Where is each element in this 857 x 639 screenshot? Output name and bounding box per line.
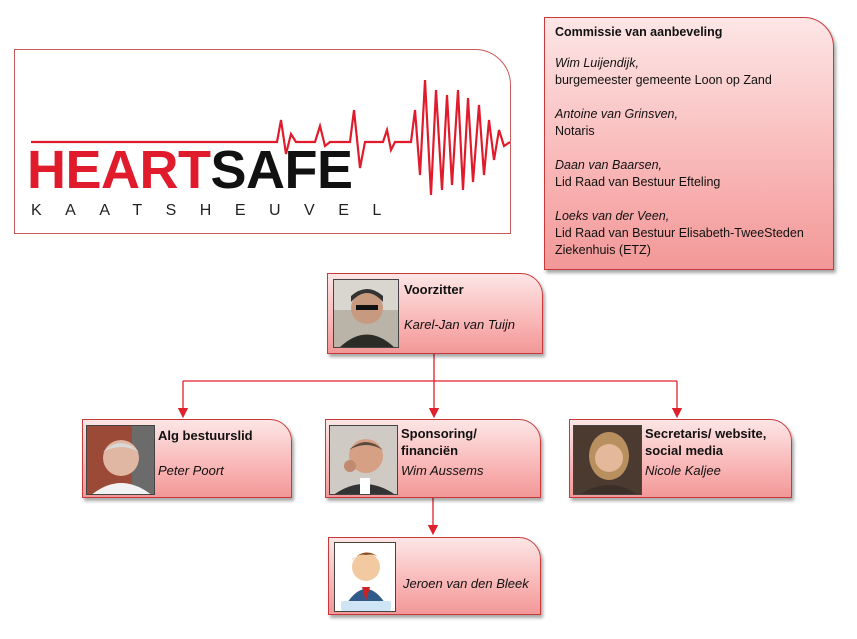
member-role: Alg bestuurslid: [158, 428, 253, 443]
member-role: Secretaris/ website, social media: [645, 426, 767, 458]
member-name: Peter Poort: [158, 463, 224, 478]
sub-member-name: Jeroen van den Bleek: [403, 576, 529, 591]
member-photo: [86, 425, 155, 495]
chair-box: [327, 273, 543, 354]
member-role: burgemeester gemeente Loon op Zand: [555, 73, 772, 87]
sub-member-box: [328, 537, 541, 615]
commissie-member: [555, 208, 823, 259]
person-photo-icon: [334, 280, 399, 348]
member-name: Antoine van Grinsven,: [555, 107, 678, 121]
member-role: Sponsoring/ financiën: [401, 426, 477, 458]
member-box-sponsoring: [325, 419, 541, 498]
person-photo-icon: [87, 426, 155, 495]
member-box-alg: [82, 419, 292, 498]
member-photo: [329, 425, 398, 495]
commissie-box: [544, 17, 834, 270]
commissie-member: [555, 157, 823, 191]
member-box-secretaris: [569, 419, 792, 498]
member-name: Loeks van der Veen,: [555, 209, 670, 223]
sub-member-avatar: [334, 542, 396, 612]
member-photo: [573, 425, 642, 495]
commissie-member: [555, 106, 823, 140]
logo-word-safe: SAFE: [210, 140, 353, 200]
member-role: Notaris: [555, 124, 595, 138]
commissie-title: Commissie van aanbeveling: [555, 25, 723, 39]
member-name: Nicole Kaljee: [645, 463, 721, 478]
logo-wordmark: [27, 140, 353, 200]
cartoon-avatar-icon: [335, 543, 396, 612]
person-photo-icon: [574, 426, 642, 495]
member-role: Lid Raad van Bestuur Elisabeth-TweeSteden Ziekenhuis (ETZ): [555, 226, 804, 257]
person-photo-icon: [330, 426, 398, 495]
member-name: Wim Aussems: [401, 463, 484, 478]
heartsafe-logo: [14, 49, 511, 234]
chair-name: Karel-Jan van Tuijn: [404, 317, 516, 332]
member-name: Wim Luijendijk,: [555, 56, 639, 70]
chair-role: Voorzitter: [404, 282, 464, 297]
logo-word-heart: HEART: [27, 140, 211, 200]
chair-photo: [333, 279, 399, 348]
member-name: Daan van Baarsen,: [555, 158, 663, 172]
commissie-member: [555, 55, 823, 89]
member-role: Lid Raad van Bestuur Efteling: [555, 175, 721, 189]
logo-subtitle: KAATSHEUVEL: [31, 202, 405, 219]
